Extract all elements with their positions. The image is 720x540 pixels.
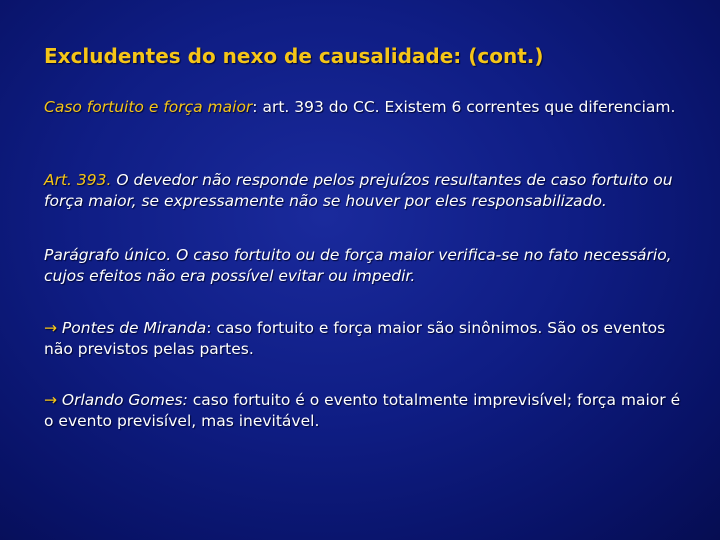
- paragraph-orlando-gomes: [44, 390, 684, 432]
- term-caso-fortuito: Caso fortuito e força maior: [44, 98, 253, 116]
- arrow-right-icon: →: [44, 391, 57, 409]
- paragraph-text: caso fortuito é o evento totalmente imprevisível; força maior é o evento previsível, mas inevitável.: [44, 391, 681, 430]
- paragraph-unico: [44, 245, 684, 287]
- paragraph-pontes-de-miranda: [44, 318, 684, 360]
- paragraph-text: O devedor não responde pelos prejuízos resultantes de caso fortuito ou força maior, se expressamente não se houver por eles responsabilizado.: [44, 171, 673, 210]
- paragraph-caso-fortuito: [44, 97, 684, 118]
- author-name: Orlando Gomes:: [57, 391, 188, 409]
- article-reference: Art. 393.: [44, 171, 112, 189]
- paragraph-text: : caso fortuito e força maior são sinônimos. São os eventos não previstos pelas partes.: [44, 319, 666, 358]
- arrow-right-icon: →: [44, 319, 57, 337]
- paragraph-art-393: [44, 170, 684, 212]
- slide-title: Excludentes do nexo de causalidade: (cont.): [44, 44, 544, 68]
- paragraph-text: Parágrafo único. O caso fortuito ou de força maior verifica-se no fato necessário, cujos efeitos não era possível evitar ou impedir.: [44, 246, 672, 285]
- paragraph-text: : art. 393 do CC. Existem 6 correntes que diferenciam.: [252, 98, 676, 116]
- author-name: Pontes de Miranda: [57, 319, 207, 337]
